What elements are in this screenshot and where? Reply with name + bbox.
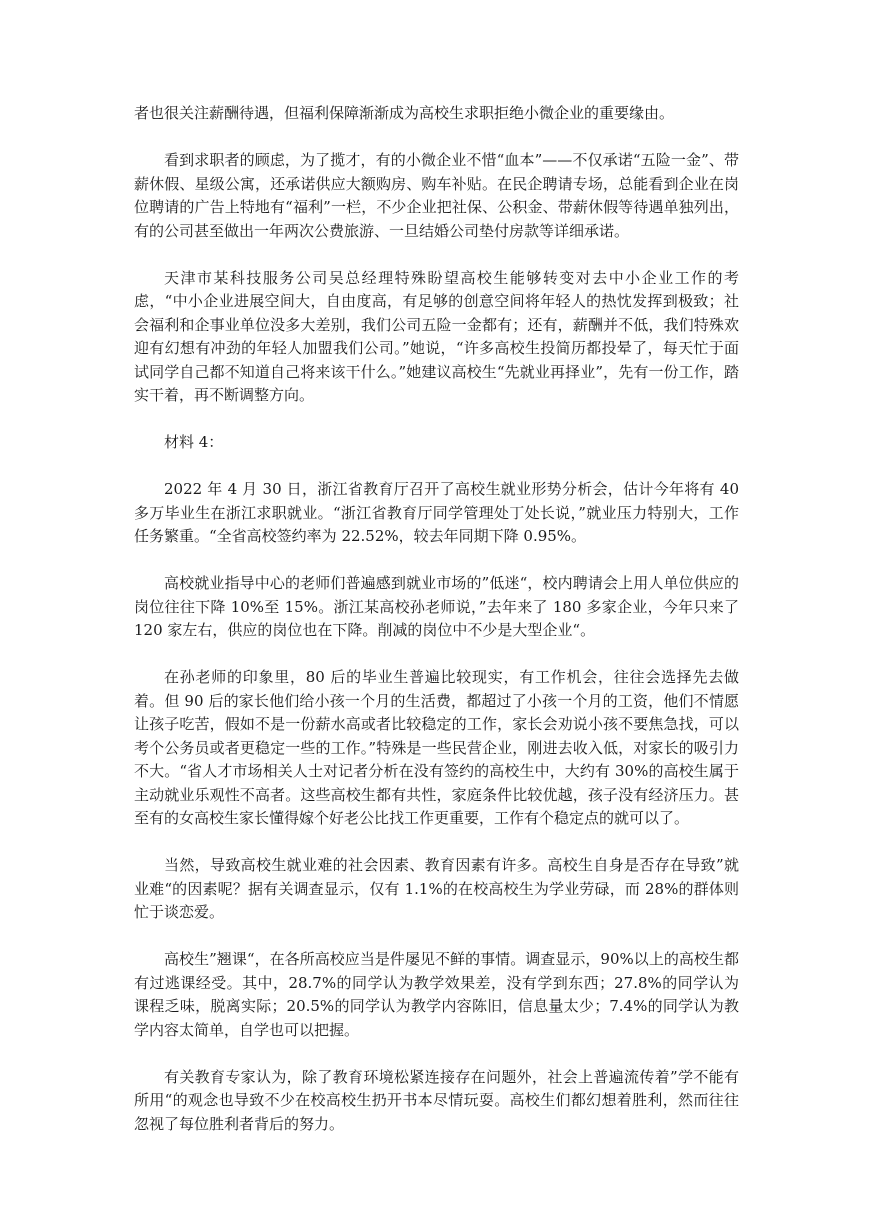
paragraph-zhejiang-meeting: 2022 年 4 月 30 日，浙江省教育厅召开了高校生就业形势分析会，估计今年将有 40 多万毕业生在浙江求职就业。“浙江省教育厅同学管理处丁处长说，”就业压力特别大，工作任务繁重。“全省高校签约率为 22.52%，较去年同期下降 0.95%。 [134,480,739,545]
paragraph-expert-opinion: 有关教育专家认为，除了教育环境松紧连接存在问题外，社会上普遍流传着”学不能有所用“的观念也导致不少在校高校生扔开书本尽情玩耍。高校生们都幻想着胜利，然而往往忽视了每位胜利者背后的努力。 [134,1067,739,1133]
document-page [134,102,739,1160]
material-4-heading: 材料 4： [164,433,224,451]
paragraph-factors: 当然，导致高校生就业难的社会因素、教育因素有许多。高校生自身是否存在导致”就业难“的因素呢？据有关调查显示，仅有 1.1%的在校高校生为学业劳碌，而 28%的群体则忙于谈恋爱。 [134,856,739,921]
paragraph-benefits: 看到求职者的顾虑，为了揽才，有的小微企业不惜“血本”——不仅承诺“五险一金”、带薪休假、星级公寓，还承诺供应大额购房、购车补贴。在民企聘请专场，总能看到企业在岗位聘请的广告上特地有“福利”一栏，不少企业把社保、公积金、带薪休假等待遇单独列出，有的公司甚至做出一年两次公费旅游、一旦结婚公司垫付房款等详细承诺。 [134,151,739,240]
paragraph-teacher-impression: 在孙老师的印象里，80 后的毕业生普遍比较现实，有工作机会，往往会选择先去做着。但 90 后的家长他们给小孩一个月的生活费，都超过了小孩一个月的工资，他们不情愿让孩子吃苦，假如不是一份薪水高或者比较稳定的工作，家长会劝说小孩不要焦急找，可以考个公务员或者更稳定一些的工作。”特殊是一些民营企业，刚进去收入低，对家长的吸引力不大。“省人才市场相关人士对记者分析在没有签约的高校生中，大约有 30%的高校生属于主动就业乐观性不高者。这些高校生都有共性，家庭条件比较优越，孩子没有经济压力。甚至有的女高校生家长懂得嫁个好老公比找工作更重要，工作有个稳定点的就可以了。 [134,668,739,827]
paragraph-skipping-class: 高校生”翘课“，在各所高校应当是件屡见不鲜的事情。调查显示，90%以上的高校生都有过逃课经受。其中，28.7%的同学认为教学效果差，没有学到东西；27.8%的同学认为课程乏味，脱离实际；20.5%的同学认为教学内容陈旧，信息量太少；7.4%的同学认为教学内容太简单，自学也可以把握。 [134,950,739,1039]
paragraph-tianjin-company: 天津市某科技服务公司吴总经理特殊盼望高校生能够转变对去中小企业工作的考虑，“中小企业进展空间大，自由度高，有足够的创意空间将年轻人的热忱发挥到极致；社会福利和企事业单位没多大差别，我们公司五险一金都有；还有，薪酬并不低，我们特殊欢迎有幻想有冲劲的年轻人加盟我们公司。”她说，“许多高校生投简历都投晕了，每天忙于面试同学自己都不知道自己将来该干什么。”她建议高校生“先就业再择业”，先有一份工作，踏实干着，再不断调整方向。 [134,268,739,404]
paragraph-job-market: 高校就业指导中心的老师们普遍感到就业市场的”低迷“，校内聘请会上用人单位供应的岗位往往下降 10%至 15%。浙江某高校孙老师说，”去年来了 180 多家企业，今年只来了 120 家左右，供应的岗位也在下降。削减的岗位中不少是大型企业“。 [134,574,739,639]
paragraph-continuation: 者也很关注薪酬待遇，但福利保障渐渐成为高校生求职拒绝小微企业的重要缘由。 [134,104,675,122]
